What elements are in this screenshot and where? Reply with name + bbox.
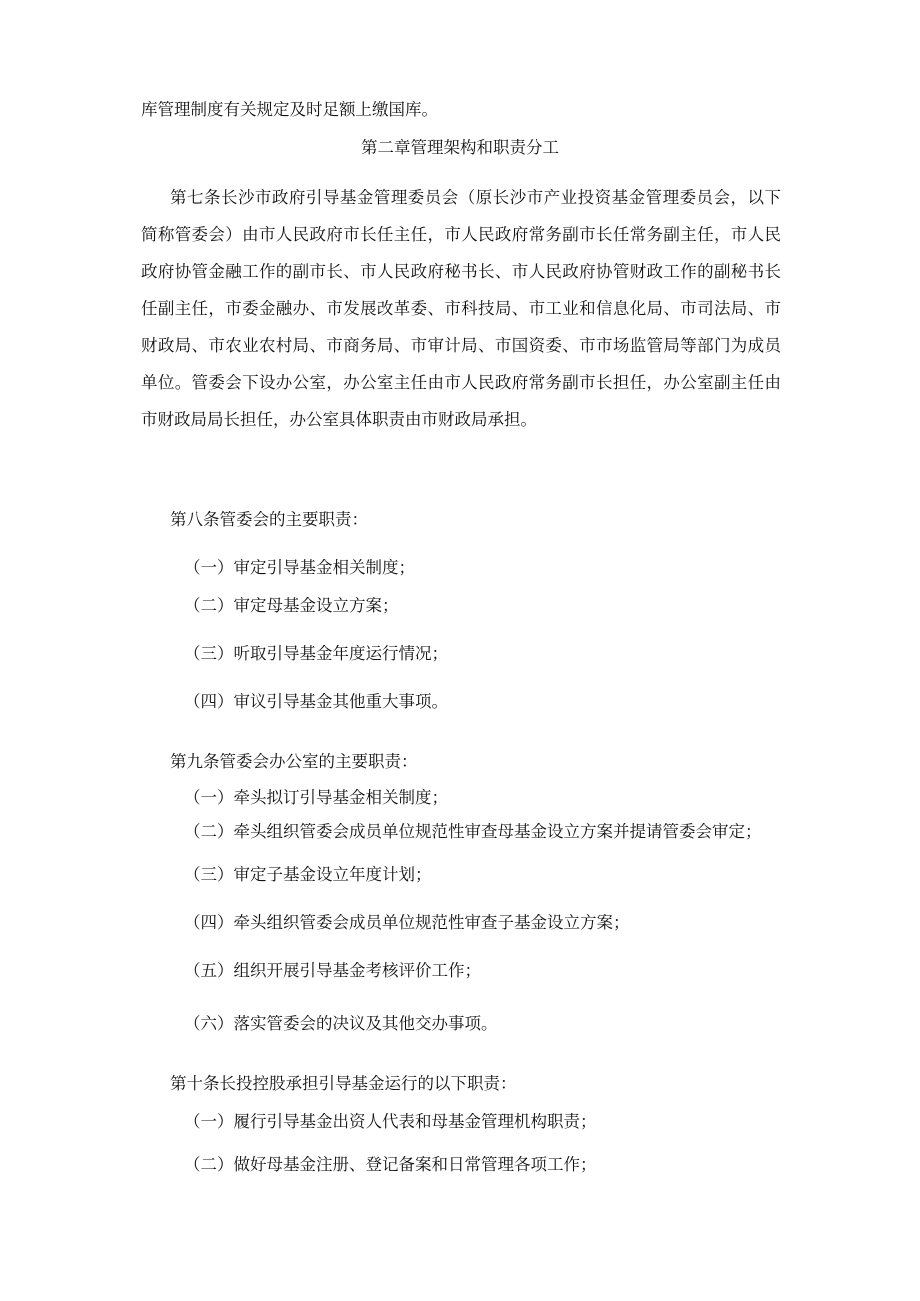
article-7-line: 政府协管金融工作的副市长、市人民政府秘书长、市人民政府协管财政工作的副秘书长 (141, 262, 781, 281)
article-10-item: （二）做好母基金注册、登记备案和日常管理各项工作； (184, 1155, 597, 1174)
article-8-item: （三）听取引导基金年度运行情况； (184, 644, 448, 663)
article-10-item: （一）履行引导基金出资人代表和母基金管理机构职责； (184, 1112, 597, 1131)
article-8-item: （二）审定母基金设立方案； (184, 596, 399, 615)
article-8-title: 第八条管委会的主要职责： (170, 510, 368, 529)
chapter-heading: 第二章管理架构和职责分工 (361, 138, 559, 157)
article-9-item: （三）审定子基金设立年度计划； (184, 865, 432, 884)
article-9-title: 第九条管委会办公室的主要职责： (170, 752, 418, 771)
article-9-item: （六）落实管委会的决议及其他交办事项。 (184, 1014, 498, 1033)
article-8-item: （一）审定引导基金相关制度； (184, 558, 415, 577)
article-7-line: 单位。管委会下设办公室，办公室主任由市人民政府常务副市长担任，办公室副主任由 (141, 373, 781, 392)
article-9-item: （四）牵头组织管委会成员单位规范性审查子基金设立方案； (184, 913, 630, 932)
article-9-item: （一）牵头拟订引导基金相关制度； (184, 788, 448, 807)
article-7-line: 任副主任，市委金融办、市发展改革委、市科技局、市工业和信息化局、市司法局、市 (141, 299, 781, 318)
article-7-line: 财政局、市农业农村局、市商务局、市审计局、市国资委、市市场监管局等部门为成员 (141, 336, 781, 355)
intro-continuation: 库管理制度有关规定及时足额上缴国库。 (141, 100, 438, 119)
article-9-item: （二）牵头组织管委会成员单位规范性审查母基金设立方案并提请管委会审定； (184, 822, 762, 841)
article-7-line: 市财政局局长担任，办公室具体职责由市财政局承担。 (141, 410, 537, 429)
article-7-line: 简称管委会）由市人民政府市长任主任，市人民政府常务副市长任常务副主任，市人民 (141, 225, 781, 244)
article-8-item: （四）审议引导基金其他重大事项。 (184, 692, 448, 711)
article-7-line: 第七条长沙市政府引导基金管理委员会（原长沙市产业投资基金管理委员会，以下 (170, 188, 781, 207)
article-10-title: 第十条长投控股承担引导基金运行的以下职责： (170, 1074, 517, 1093)
article-9-item: （五）组织开展引导基金考核评价工作； (184, 961, 481, 980)
